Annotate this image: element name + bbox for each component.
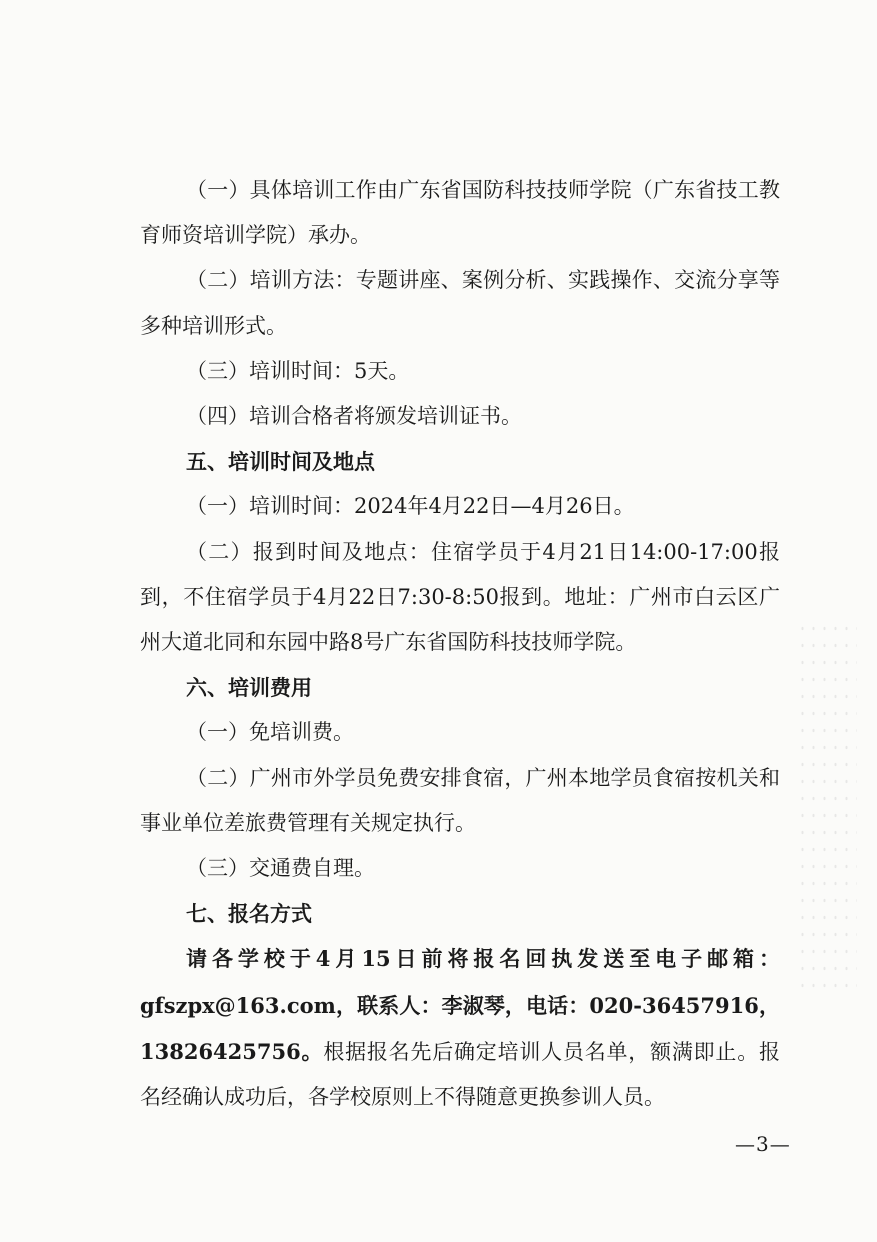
- paragraph-6: （一）培训时间：2024年4月22日—4月26日。: [186, 494, 635, 519]
- section-heading-5: 五、培训时间及地点: [186, 449, 375, 475]
- section-heading-7: 七、报名方式: [186, 901, 312, 927]
- signup-paragraph: [140, 936, 780, 1120]
- signup-bold-text: 请各学校于4月15日前将报名回执发送至电子邮箱：gfszpx@163.com，联系人：李淑琴，电话：020-36457916，13826425756。: [140, 946, 780, 1064]
- paragraph-10: （二）广州市外学员免费安排食宿，广州本地学员食宿按机关和事业单位差旅费管理有关规定执行。: [140, 765, 780, 835]
- paragraph-11: （三）交通费自理。: [186, 856, 375, 881]
- document-body: [140, 168, 780, 1120]
- paragraph-9: （一）免培训费。: [186, 720, 354, 745]
- paragraph-4: （四）培训合格者将颁发培训证书。: [186, 404, 522, 429]
- page-number: —3—: [735, 1132, 791, 1156]
- paragraph-3: （三）培训时间：5天。: [186, 358, 410, 383]
- paragraph-2: （二）培训方法：专题讲座、案例分析、实践操作、交流分享等多种培训形式。: [140, 268, 780, 338]
- scan-artifact: [797, 620, 857, 1000]
- section-heading-6: 六、培训费用: [186, 675, 312, 701]
- paragraph-1: （一）具体培训工作由广东省国防科技技师学院（广东省技工教育师资培训学院）承办。: [140, 178, 780, 248]
- signup-normal-text: 根据报名先后确定培训人员名单，额满即止。报名经确认成功后，各学校原则上不得随意更换参训人员。: [140, 1039, 781, 1110]
- paragraph-7: （二）报到时间及地点：住宿学员于4月21日14:00-17:00报到，不住宿学员于4月22日7:30-8:50报到。地址：广州市白云区广州大道北同和东园中路8号广东省国防科技技师学院。: [140, 539, 780, 655]
